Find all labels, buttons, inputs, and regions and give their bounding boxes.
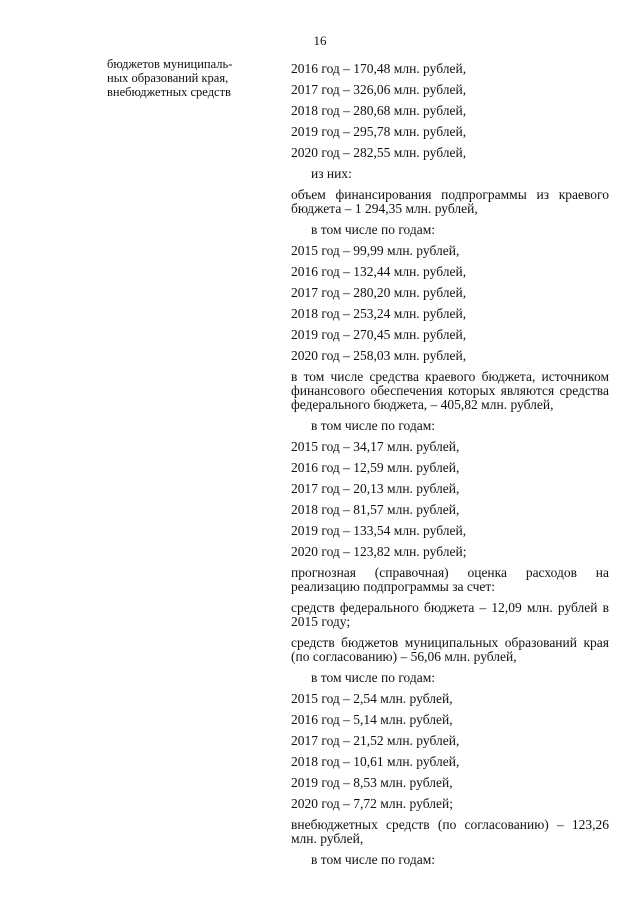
year-line: 2018 год – 280,68 млн. рублей, (291, 103, 467, 118)
year-line: 2019 год – 270,45 млн. рублей, (291, 327, 467, 342)
federal-funds-paragraph: средств федерального бюджета – 12,09 млн. рублей в 2015 году; (291, 600, 609, 629)
year-line: 2020 год – 258,03 млн. рублей, (291, 348, 467, 363)
year-line: 2020 год – 123,82 млн. рублей; (291, 544, 467, 559)
page-number: 16 (313, 33, 327, 48)
year-line: 2018 год – 81,57 млн. рублей, (291, 502, 460, 517)
by-years-label: в том числе по годам: (311, 222, 436, 237)
year-line: 2019 год – 295,78 млн. рублей, (291, 124, 467, 139)
iz-nikh-label: из них: (311, 166, 352, 181)
left-label-line: бюджетов муниципаль- (107, 57, 233, 71)
funding-details (291, 62, 609, 874)
left-label-line: внебюджетных средств (107, 85, 231, 99)
municipal-funds-paragraph: средств бюджетов муниципальных образований края (по согласованию) – 56,06 млн. рублей, (291, 635, 609, 664)
forecast-intro-paragraph: прогнозная (справочная) оценка расходов на реализацию подпрограммы за счет: (291, 565, 609, 594)
year-line: 2016 год – 132,44 млн. рублей, (291, 264, 467, 279)
left-label-line: ных образований края, (107, 71, 229, 85)
year-line: 2016 год – 12,59 млн. рублей, (291, 460, 460, 475)
year-line: 2017 год – 21,52 млн. рублей, (291, 733, 460, 748)
year-line: 2017 год – 326,06 млн. рублей, (291, 82, 467, 97)
funding-source-label (107, 57, 267, 99)
year-line: 2018 год – 253,24 млн. рублей, (291, 306, 467, 321)
by-years-label: в том числе по годам: (311, 418, 436, 433)
offbudget-funds-paragraph: внебюджетных средств (по согласованию) – 123,26 млн. рублей, (291, 817, 609, 846)
year-line: 2017 год – 20,13 млн. рублей, (291, 481, 460, 496)
year-line: 2015 год – 2,54 млн. рублей, (291, 691, 453, 706)
regional-budget-paragraph: объем финансирования подпрограммы из краевого бюджета – 1 294,35 млн. рублей, (291, 187, 609, 216)
year-line: 2016 год – 170,48 млн. рублей, (291, 61, 467, 76)
year-line: 2019 год – 8,53 млн. рублей, (291, 775, 453, 790)
year-line: 2020 год – 282,55 млн. рублей, (291, 145, 467, 160)
year-line: 2018 год – 10,61 млн. рублей, (291, 754, 460, 769)
year-line: 2015 год – 99,99 млн. рублей, (291, 243, 460, 258)
federal-source-paragraph: в том числе средства краевого бюджета, источником финансового обеспечения которых являются средства федерального бюджета, – 405,82 млн. рублей, (291, 369, 609, 412)
year-line: 2016 год – 5,14 млн. рублей, (291, 712, 453, 727)
year-line: 2017 год – 280,20 млн. рублей, (291, 285, 467, 300)
year-line: 2019 год – 133,54 млн. рублей, (291, 523, 467, 538)
year-line: 2020 год – 7,72 млн. рублей; (291, 796, 453, 811)
year-line: 2015 год – 34,17 млн. рублей, (291, 439, 460, 454)
by-years-label: в том числе по годам: (311, 852, 436, 867)
by-years-label: в том числе по годам: (311, 670, 436, 685)
